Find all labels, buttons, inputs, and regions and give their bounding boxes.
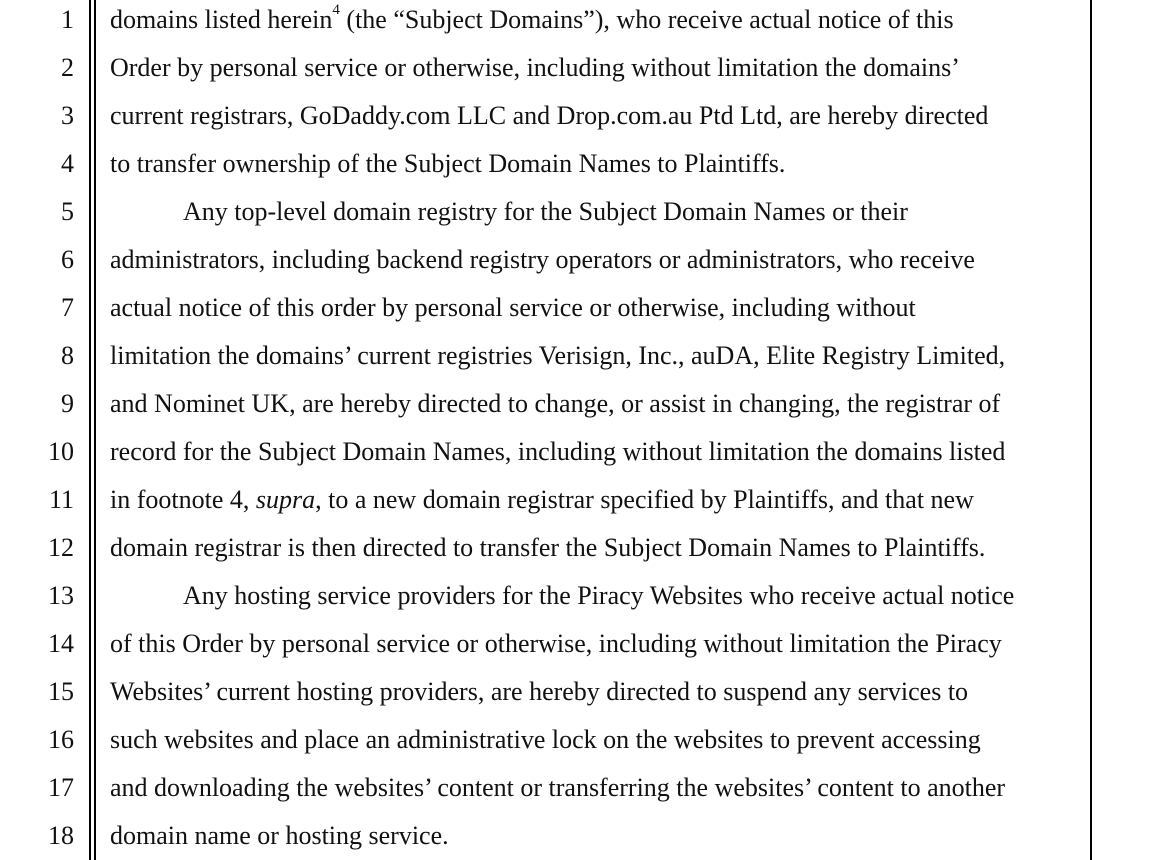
text-line: domain registrar is then directed to transfer the Subject Domain Names to Plaintiffs. — [110, 533, 986, 562]
left-margin-rule — [89, 0, 91, 860]
text-line: record for the Subject Domain Names, including without limitation the domains listed — [110, 437, 1006, 466]
line-number: 3 — [61, 101, 74, 130]
text-line — [110, 0, 954, 44]
line-number: 17 — [48, 773, 74, 802]
footnote-reference: 4 — [332, 2, 340, 19]
line-number: 6 — [61, 245, 74, 274]
line-number: 12 — [48, 533, 74, 562]
text-line: such websites and place an administrative lock on the websites to prevent accessing — [110, 725, 981, 754]
text-line: and Nominet UK, are hereby directed to change, or assist in changing, the registrar of — [110, 389, 1001, 418]
line-number: 15 — [48, 677, 74, 706]
text-line: Order by personal service or otherwise, including without limitation the domains’ — [110, 53, 960, 82]
paragraph-first-line: Any hosting service providers for the Piracy Websites who receive actual notice — [183, 581, 1015, 610]
text-segment: domains listed herein — [110, 5, 333, 34]
line-number: 1 — [61, 5, 74, 34]
text-segment: (the “Subject Domains”), who receive actual notice of this — [339, 5, 954, 34]
text-segment: in footnote 4, — [110, 485, 256, 514]
text-line: current registrars, GoDaddy.com LLC and Drop.com.au Ptd Ltd, are hereby directed — [110, 101, 989, 130]
italic-citation: supra — [255, 485, 316, 514]
line-number: 5 — [61, 197, 74, 226]
text-line: and downloading the websites’ content or transferring the websites’ content to another — [110, 773, 1006, 802]
text-line: of this Order by personal service or otherwise, including without limitation the Piracy — [110, 629, 1002, 658]
text-line: actual notice of this order by personal service or otherwise, including without — [110, 293, 916, 322]
line-number: 4 — [61, 149, 74, 178]
line-number: 9 — [61, 389, 74, 418]
line-number: 13 — [48, 581, 74, 610]
text-line: to transfer ownership of the Subject Domain Names to Plaintiffs. — [110, 149, 786, 178]
line-number: 16 — [48, 725, 74, 754]
line-number: 10 — [48, 437, 74, 466]
line-number: 8 — [61, 341, 74, 370]
line-number: 11 — [48, 485, 74, 514]
text-line — [110, 476, 974, 524]
text-line: domain name or hosting service. — [110, 821, 449, 850]
right-margin-rule — [1090, 0, 1092, 860]
left-margin-rule-inner — [94, 0, 96, 860]
text-segment: , to a new domain registrar specified by Plaintiffs, and that new — [315, 485, 974, 514]
line-number: 18 — [48, 821, 74, 850]
text-line: Websites’ current hosting providers, are hereby directed to suspend any services to — [110, 677, 969, 706]
line-number: 14 — [48, 629, 74, 658]
line-number: 2 — [61, 53, 74, 82]
text-line: limitation the domains’ current registries Verisign, Inc., auDA, Elite Registry Limited, — [110, 341, 1006, 370]
line-number: 7 — [61, 293, 74, 322]
paragraph-first-line: Any top-level domain registry for the Subject Domain Names or their — [183, 197, 908, 226]
text-line: administrators, including backend registry operators or administrators, who receive — [110, 245, 975, 274]
